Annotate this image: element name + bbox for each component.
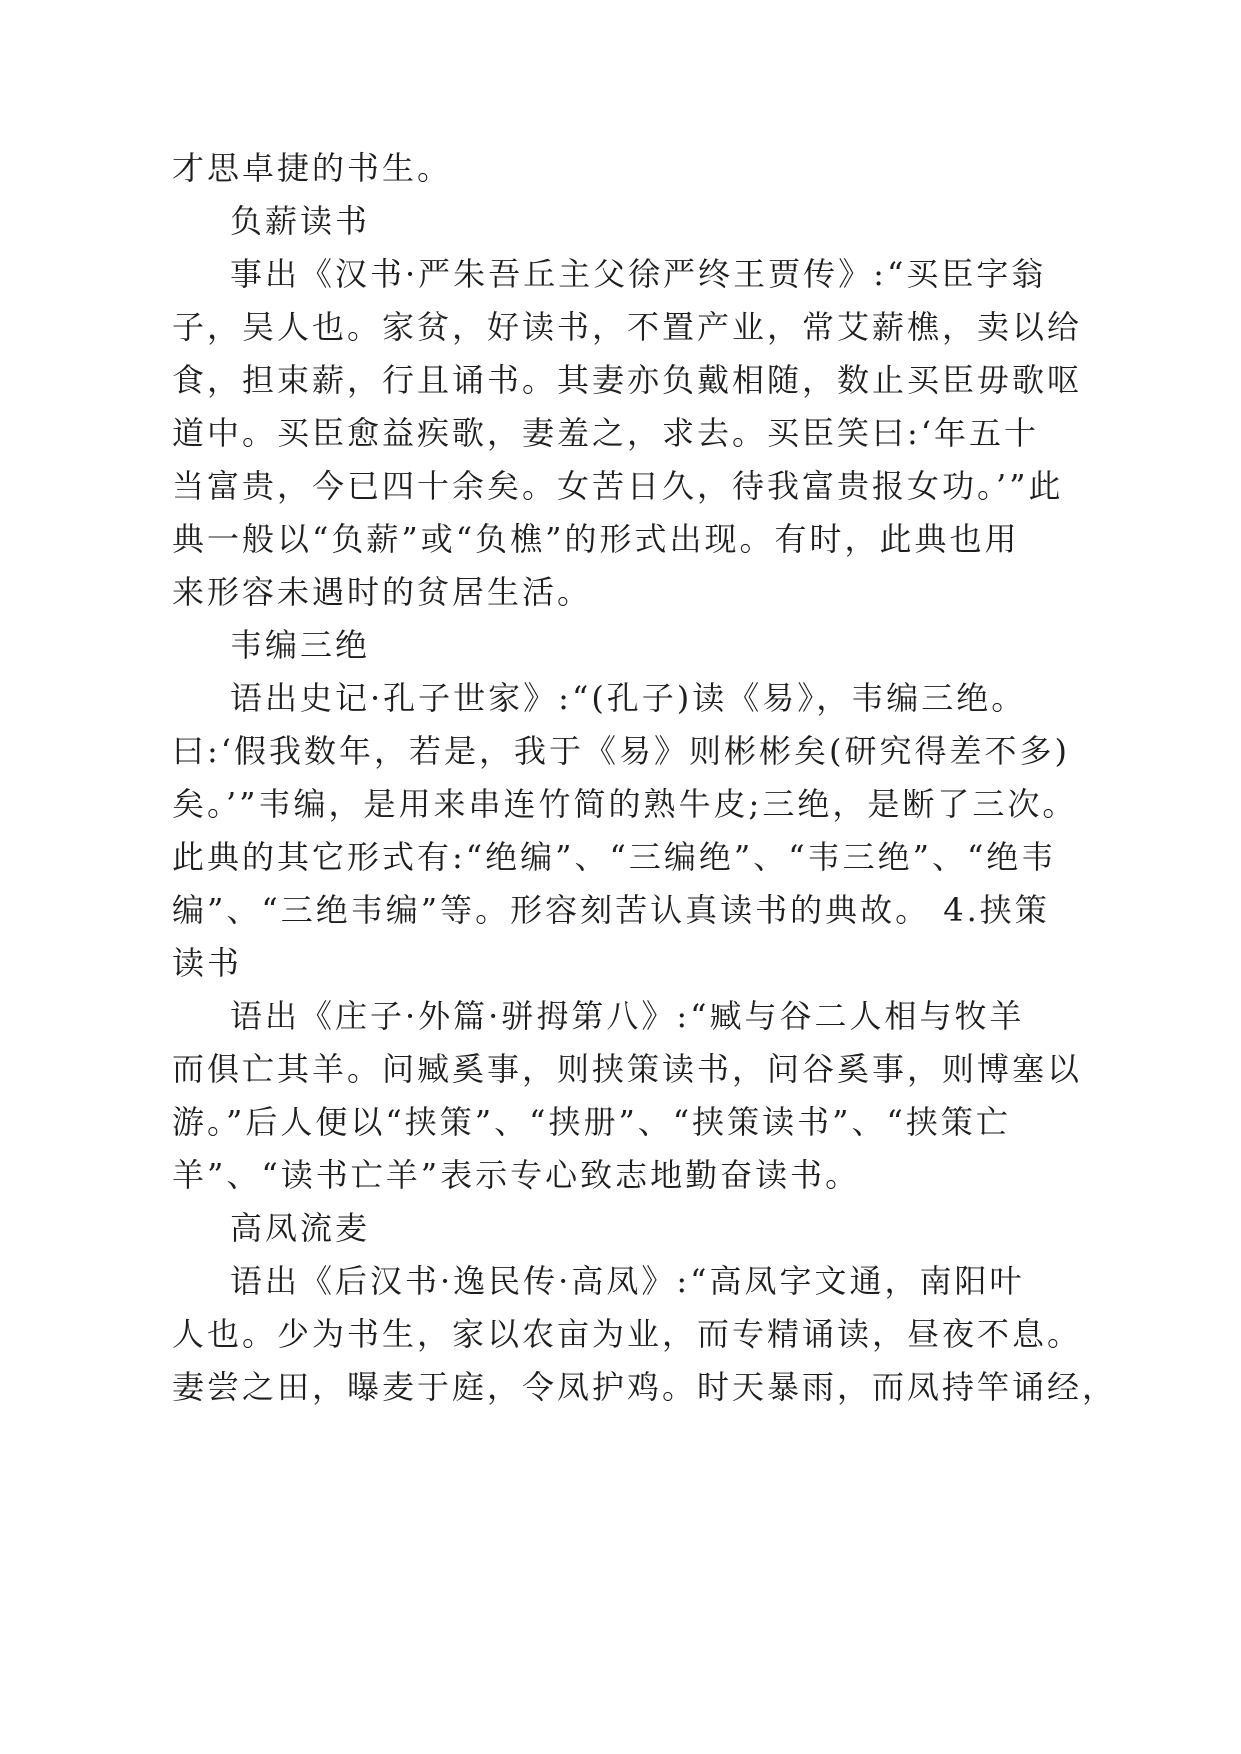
text-line: 妻尝之田，曝麦于庭，令凤护鸡。时天暴雨，而凤持竿诵经， (172, 1368, 1118, 1406)
text-line: 语出《庄子·外篇·骈拇第八》:“臧与谷二人相与牧羊 (230, 997, 1025, 1035)
text-line: 而俱亡其羊。问臧奚事，则挟策读书，问谷奚事，则博塞以 (172, 1050, 1083, 1088)
text-line: 读书 (172, 944, 243, 982)
text-line: 编”、“三绝韦编”等。形容刻苦认真读书的典故。 4.挟策 (172, 891, 1050, 929)
text-line: 来形容未遇时的贫居生活。 (172, 573, 593, 611)
text-line: 游。”后人便以“挟策”、“挟册”、“挟策读书”、“挟策亡 (172, 1103, 1011, 1141)
text-line: 语出史记·孔子世家》:“(孔子)读《易》，韦编三绝。 (230, 679, 1027, 717)
text-line: 矣。’”韦编，是用来串连竹简的熟牛皮;三绝，是断了三次。 (172, 785, 1078, 823)
text-line: 事出《汉书·严朱吾丘主父徐严终王贾传》:“买臣字翁 (230, 255, 1047, 293)
text-line: 才思卓捷的书生。 (172, 149, 453, 187)
section-heading: 负薪读书 (230, 202, 371, 240)
text-line: 道中。买臣愈益疾歌，妻羞之，求去。买臣笑曰:‘年五十 (172, 414, 1039, 452)
text-line: 食，担束薪，行且诵书。其妻亦负戴相随，数止买臣毋歌呕 (172, 361, 1083, 399)
text-line: 人也。少为书生，家以农亩为业，而专精诵读，昼夜不息。 (172, 1315, 1083, 1353)
text-line: 语出《后汉书·逸民传·高凤》:“高凤字文通，南阳叶 (230, 1262, 1025, 1300)
text-line: 子，吴人也。家贫，好读书，不置产业，常艾薪樵，卖以给 (172, 308, 1083, 346)
section-heading: 韦编三绝 (230, 626, 371, 664)
text-line: 此典的其它形式有:“绝编”、“三编绝”、“韦三绝”、“绝韦 (172, 838, 1057, 876)
text-line: 曰:‘假我数年，若是，我于《易》则彬彬矣(研究得差不多) (172, 732, 1070, 770)
section-heading: 高凤流麦 (230, 1209, 371, 1247)
text-line: 当富贵，今已四十余矣。女苦日久，待我富贵报女功。’”此 (172, 467, 1064, 505)
text-line: 羊”、“读书亡羊”表示专心致志地勤奋读书。 (172, 1156, 861, 1194)
text-line: 典一般以“负薪”或“负樵”的形式出现。有时，此典也用 (172, 520, 1020, 558)
